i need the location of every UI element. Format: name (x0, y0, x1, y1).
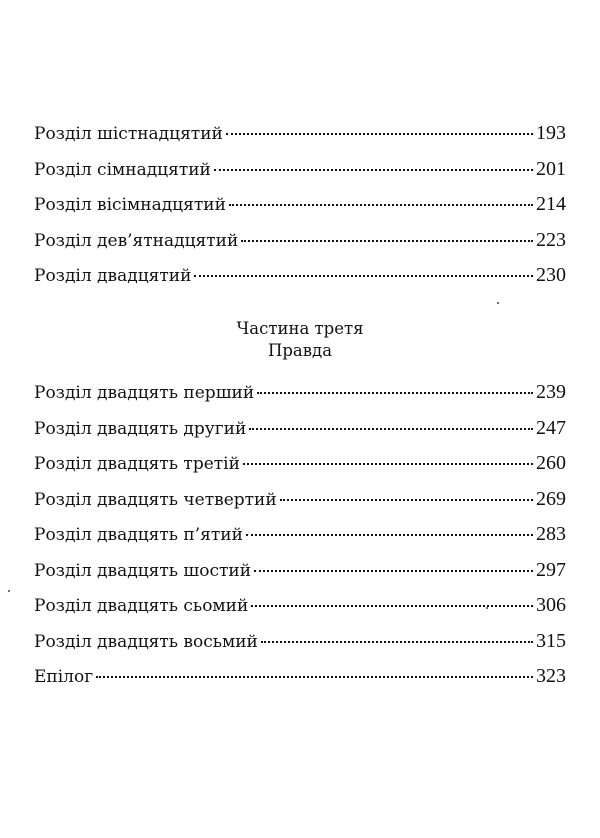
toc-section-one (34, 116, 566, 294)
toc-entry-title: Розділ двадцять п’ятий (34, 525, 243, 545)
toc-entry-page: 306 (536, 594, 566, 616)
dot-leader (246, 534, 533, 536)
toc-entry-title: Розділ двадцять перший (34, 383, 255, 403)
toc-entry[interactable] (34, 187, 566, 223)
toc-entry-page: 193 (536, 122, 566, 144)
toc-entry-title: Розділ дев’ятнадцятий (34, 230, 239, 251)
toc-entry[interactable] (34, 517, 566, 553)
toc-entry[interactable] (34, 152, 566, 188)
toc-entry-title: Розділ вісімнадцятий (34, 195, 226, 215)
toc-entry-page: 297 (536, 558, 566, 581)
toc-entry[interactable] (34, 116, 566, 152)
toc-entry-title: Розділ двадцять шостий (34, 560, 252, 581)
toc-entry-title: Розділ двадцять четвертий (34, 489, 277, 510)
toc-entry[interactable] (34, 411, 566, 447)
dot-leader (96, 676, 533, 678)
dot-leader (249, 428, 533, 430)
toc-entry-title: Розділ двадцять восьмий (34, 631, 258, 652)
toc-entry-title: Розділ двадцятий (34, 266, 192, 286)
toc-entry-page: 315 (536, 629, 566, 652)
dot-leader (243, 463, 533, 465)
dot-leader (241, 240, 533, 242)
toc-entry-page: 269 (536, 487, 566, 510)
dot-leader (214, 169, 533, 171)
toc-entry-title: Розділ двадцять третій (34, 454, 240, 474)
toc-entry-page: 239 (536, 381, 566, 403)
toc-entry[interactable] (34, 659, 566, 695)
toc-entry-title: Розділ двадцять другий (34, 418, 247, 439)
toc-entry-title: Розділ двадцять сьомий (34, 596, 249, 616)
toc-entry-page: 201 (536, 157, 566, 180)
toc-entry-title: Епілог (34, 667, 94, 687)
toc-entry-page: 247 (536, 416, 566, 439)
toc-entry-title: Розділ сімнадцятий (34, 159, 211, 180)
dot-leader (280, 499, 533, 501)
dot-leader (261, 641, 533, 643)
toc-entry[interactable] (34, 553, 566, 589)
part-heading (0, 318, 600, 362)
toc-entry[interactable] (34, 258, 566, 294)
toc-entry[interactable] (34, 482, 566, 518)
dot-leader (251, 605, 533, 607)
dot-leader (194, 275, 533, 277)
toc-entry-page: 323 (536, 665, 566, 687)
toc-entry-title: Розділ шістнадцятий (34, 124, 223, 144)
toc-section-two (34, 375, 566, 695)
part-label: Частина третя (236, 319, 364, 338)
scan-speck (486, 607, 488, 609)
part-name: Правда (267, 341, 333, 360)
toc-entry-page: 283 (536, 523, 566, 545)
toc-entry-page: 230 (536, 264, 566, 286)
toc-entry[interactable] (34, 375, 566, 411)
toc-entry[interactable] (34, 223, 566, 259)
scan-speck (497, 302, 499, 304)
dot-leader (226, 133, 533, 135)
toc-entry[interactable] (34, 446, 566, 482)
scan-speck (8, 590, 10, 592)
toc-entry[interactable] (34, 624, 566, 660)
dot-leader (257, 392, 533, 394)
dot-leader (254, 570, 533, 572)
toc-entry[interactable] (34, 588, 566, 624)
toc-entry-page: 214 (536, 193, 566, 215)
toc-entry-page: 260 (536, 452, 566, 474)
dot-leader (229, 204, 533, 206)
toc-entry-page: 223 (536, 228, 566, 251)
